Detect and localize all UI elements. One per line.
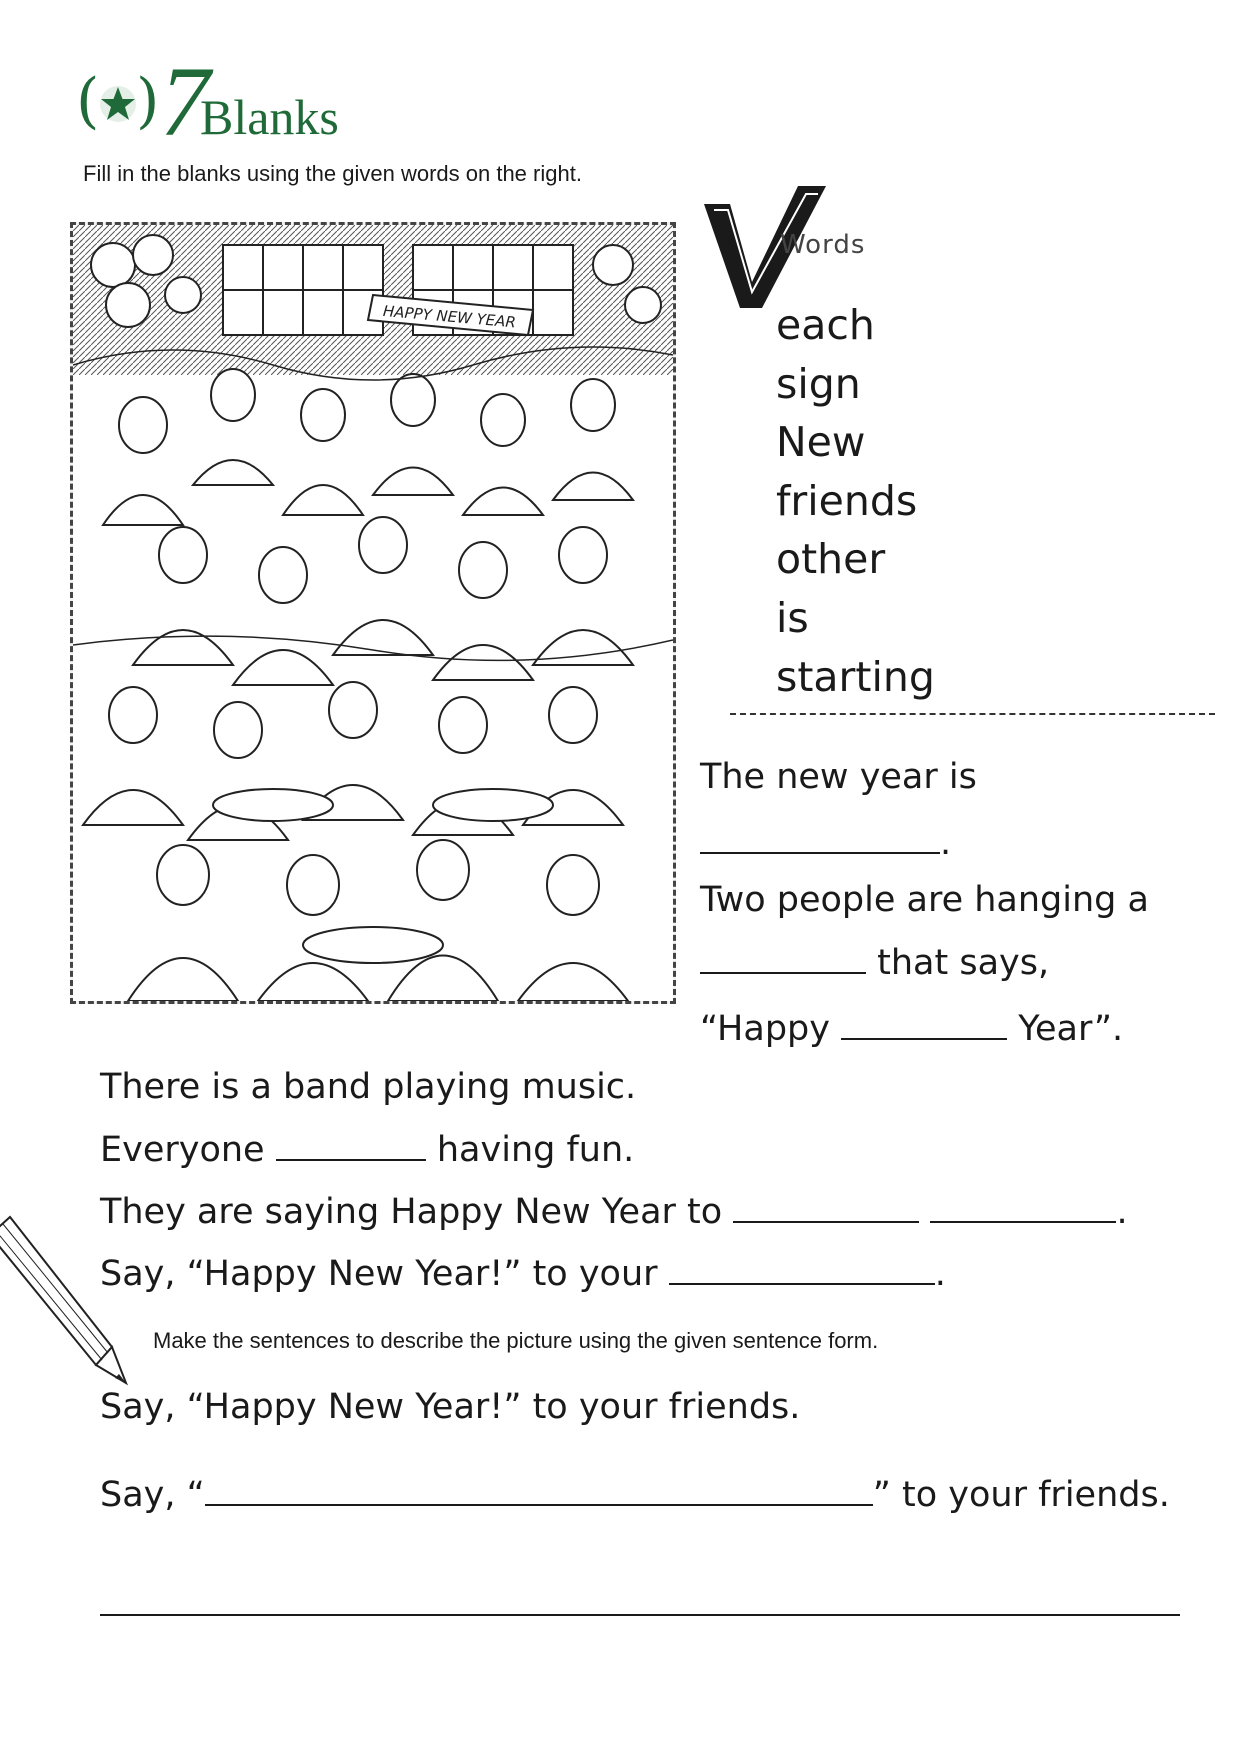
sentence-text: Say, “ bbox=[100, 1475, 205, 1515]
sentence-text: They are saying Happy New Year to bbox=[100, 1192, 723, 1232]
blank-field[interactable] bbox=[841, 1008, 1007, 1040]
word-item: sign bbox=[776, 359, 861, 408]
sentence-1 bbox=[700, 757, 977, 797]
sentence-text: . bbox=[940, 823, 952, 863]
word-item: other bbox=[776, 535, 886, 584]
word-item: is bbox=[776, 593, 809, 642]
sentence-text: “Happy bbox=[700, 1009, 830, 1049]
sentence-text: . bbox=[934, 1254, 946, 1294]
word-item: friends bbox=[776, 476, 918, 525]
divider-line bbox=[730, 713, 1215, 715]
blank-field[interactable] bbox=[669, 1253, 935, 1285]
sentence-text: Say, “Happy New Year!” to your bbox=[100, 1254, 658, 1294]
star-icon bbox=[98, 84, 138, 124]
sentence-6 bbox=[100, 1191, 1128, 1232]
pencil-icon bbox=[0, 1215, 130, 1391]
sentence-text: . bbox=[1116, 1192, 1128, 1232]
sentence-7 bbox=[100, 1253, 946, 1294]
logo-paren-close: ) bbox=[136, 66, 160, 136]
sentence-text: The new year is bbox=[700, 757, 977, 797]
sentence-text: Two people are hanging a bbox=[700, 880, 1149, 920]
template-sentence bbox=[100, 1474, 1170, 1515]
logo-paren-open: ( bbox=[76, 66, 100, 136]
sentence-5 bbox=[100, 1129, 634, 1170]
word-item: starting bbox=[776, 652, 935, 701]
sentence-text: ” to your friends. bbox=[872, 1475, 1170, 1515]
instruction-text: Fill in the blanks using the given words on the right. bbox=[83, 161, 582, 186]
sentence-1-blank-row bbox=[700, 822, 951, 863]
logo-title: Blanks bbox=[200, 89, 339, 145]
blank-field[interactable] bbox=[733, 1191, 919, 1223]
sentence-2-blank-row bbox=[700, 942, 1049, 983]
party-illustration bbox=[70, 222, 676, 1004]
example-sentence: Say, “Happy New Year!” to your friends. bbox=[100, 1387, 801, 1427]
sentence-text: that says, bbox=[877, 943, 1050, 983]
section2-instruction: Make the sentences to describe the picture using the given sentence form. bbox=[153, 1328, 879, 1353]
sentence-text: Year”. bbox=[1018, 1009, 1124, 1049]
sentence-text: Everyone bbox=[100, 1130, 265, 1170]
logo-number: 7 bbox=[160, 46, 210, 157]
blank-field[interactable] bbox=[700, 942, 866, 974]
word-item: each bbox=[776, 301, 875, 349]
banner-text: HAPPY NEW YEAR bbox=[382, 301, 517, 332]
blank-field[interactable] bbox=[930, 1191, 1116, 1223]
blank-field[interactable] bbox=[700, 822, 940, 854]
word-list bbox=[776, 296, 935, 706]
section-logo bbox=[76, 46, 339, 157]
sentence-3 bbox=[700, 1008, 1123, 1049]
blank-field[interactable] bbox=[205, 1474, 873, 1506]
words-label: Words bbox=[780, 230, 866, 260]
answer-line[interactable] bbox=[100, 1614, 1180, 1616]
sentence-4: There is a band playing music. bbox=[100, 1067, 637, 1107]
party-scene-drawing bbox=[73, 225, 673, 1001]
blank-field[interactable] bbox=[276, 1129, 426, 1161]
sentence-2 bbox=[700, 880, 1149, 920]
sentence-text: having fun. bbox=[436, 1130, 635, 1170]
word-item: New bbox=[776, 418, 866, 467]
